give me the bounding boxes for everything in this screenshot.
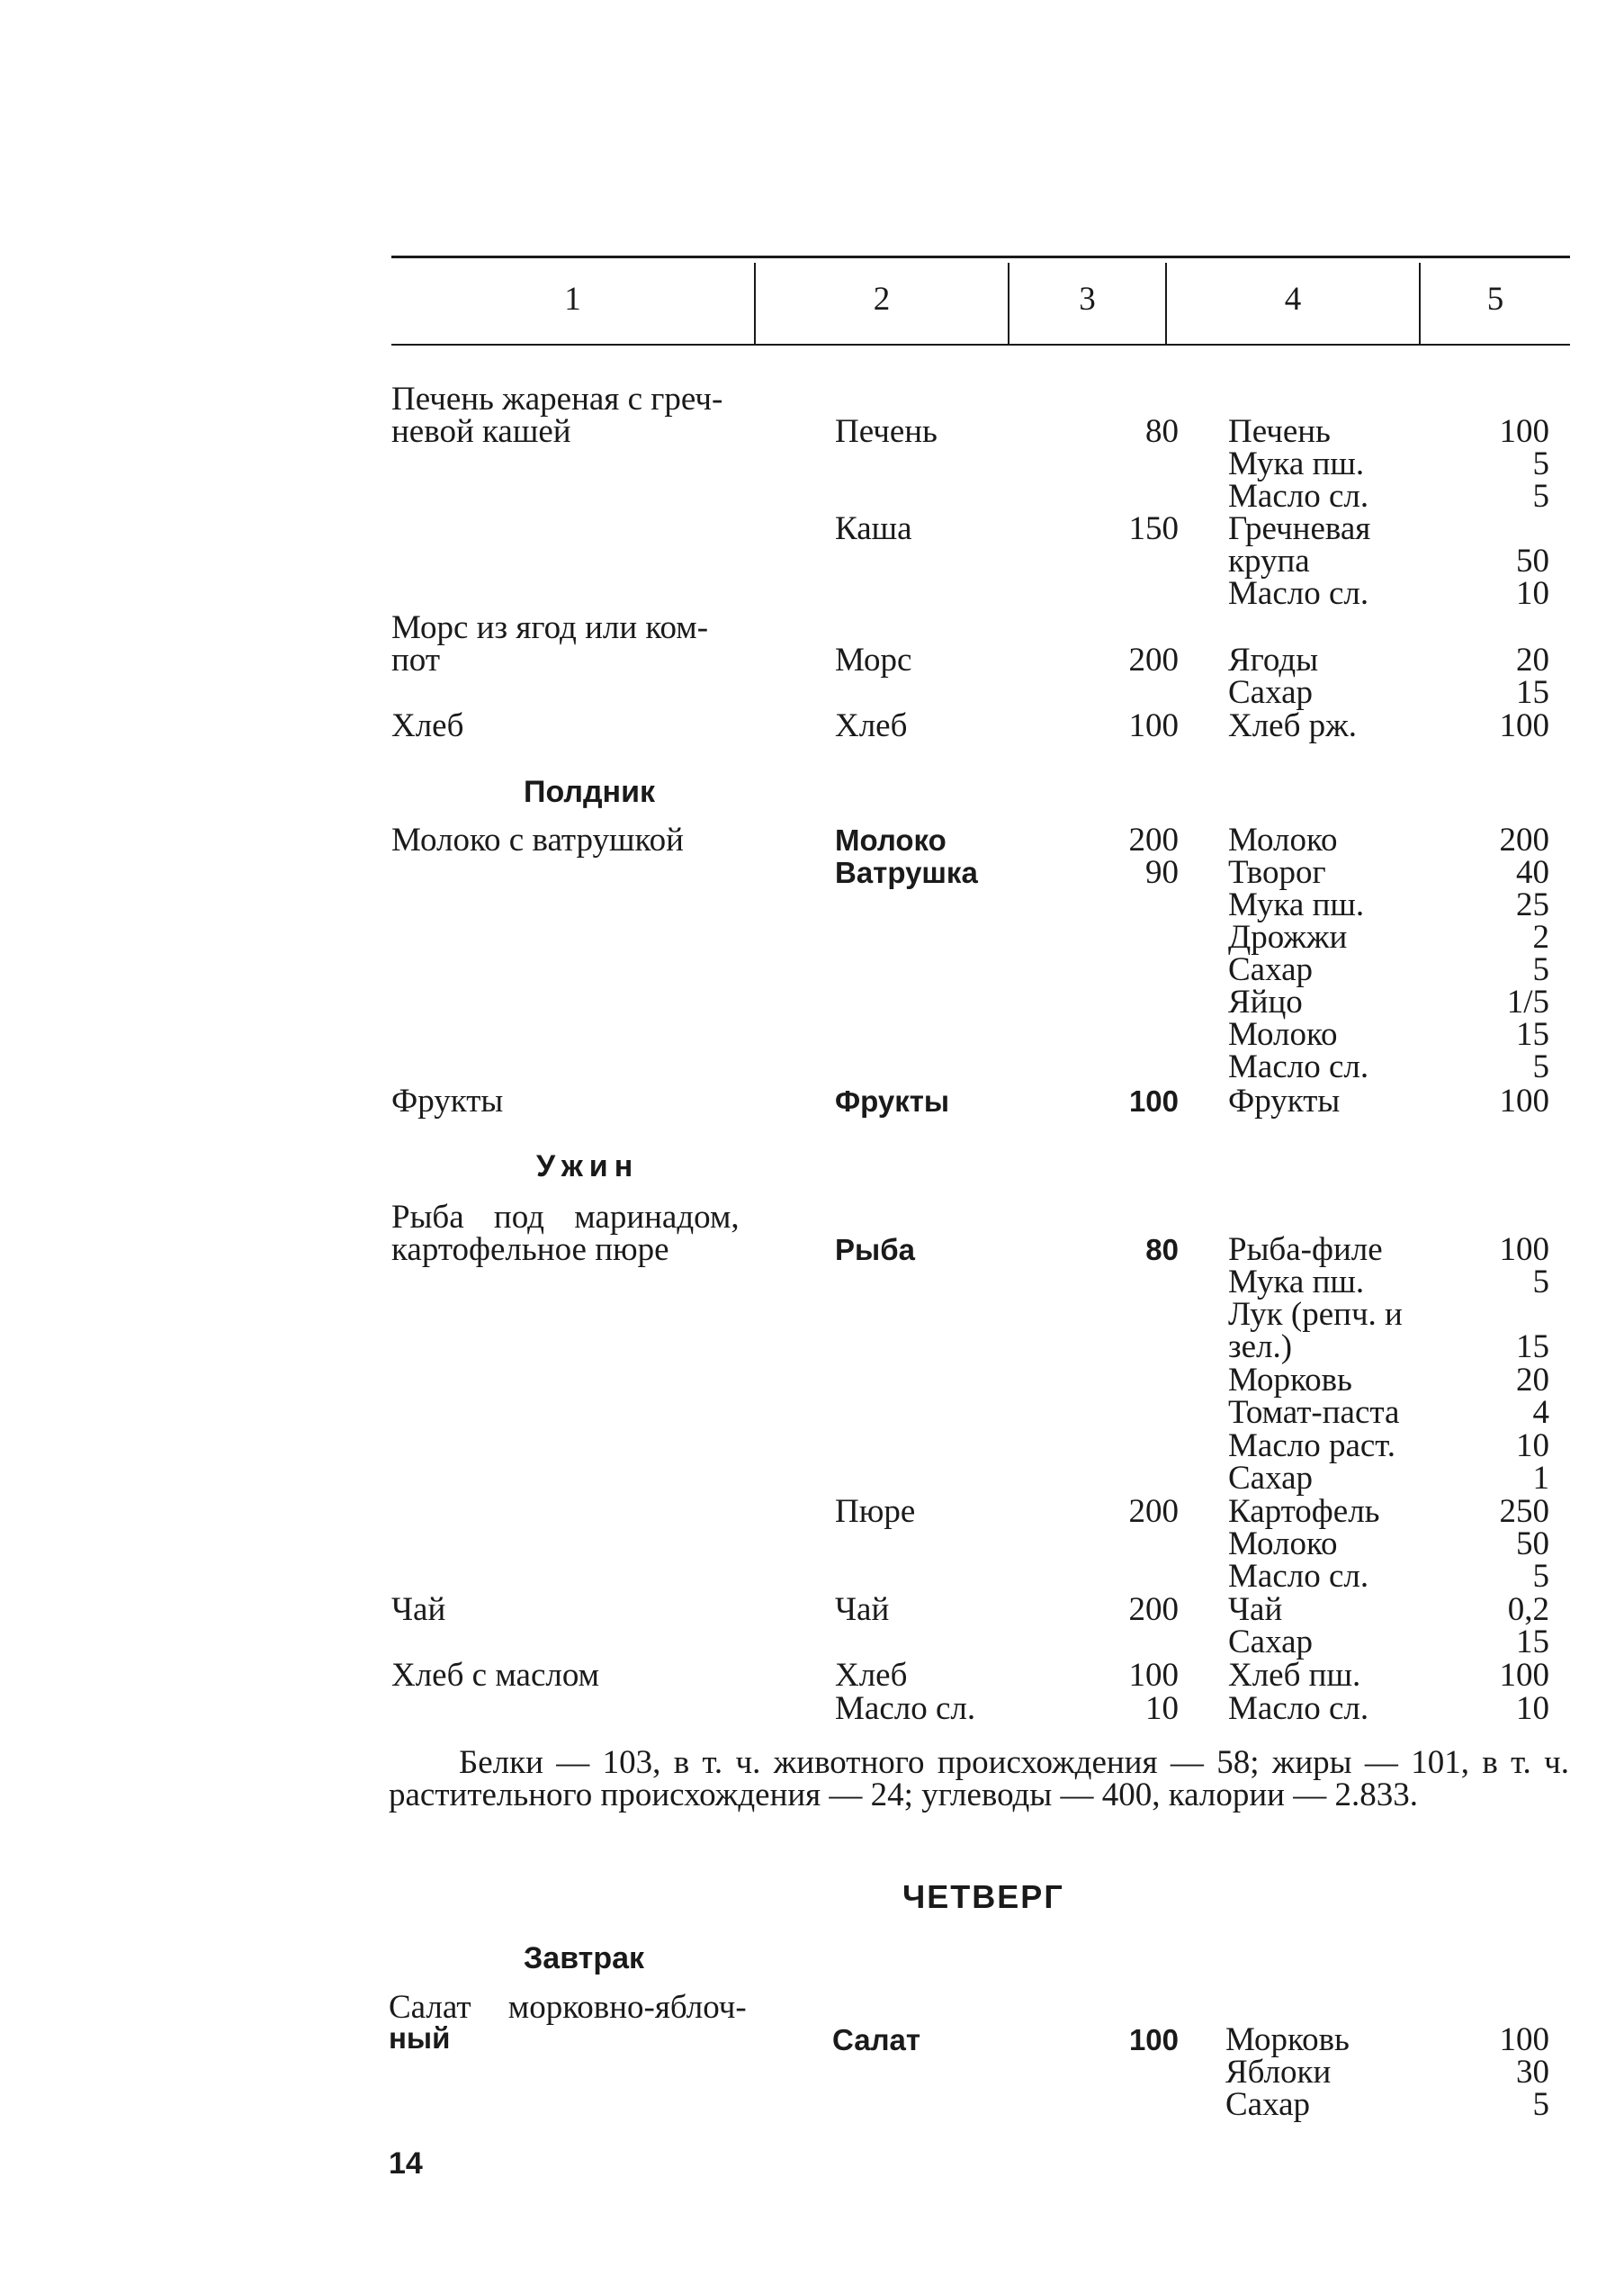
product: Масло сл. — [1228, 478, 1369, 515]
product: Картофель — [1228, 1493, 1380, 1530]
product: Масло сл. — [1228, 1048, 1369, 1085]
amount: 4 — [1532, 1394, 1549, 1431]
weight-kasha: 150 — [1128, 510, 1179, 547]
product: Масло раст. — [1228, 1427, 1395, 1464]
header-col-1: 1 — [564, 281, 581, 318]
amount: 10 — [1516, 1427, 1549, 1464]
product: Мука пш. — [1228, 445, 1365, 482]
page-number: 14 — [389, 2146, 423, 2181]
amount: 15 — [1516, 1016, 1549, 1053]
product: крупа — [1228, 543, 1310, 580]
header-col-2: 2 — [873, 281, 891, 318]
weight-fruits: 100 — [1128, 1084, 1179, 1118]
amount: 20 — [1516, 1362, 1549, 1399]
nutrition-summary: Белки — 103, в т. ч. животного происхождения — 58; жиры — 101, в т. ч. растительного происхождения — 24; углеводы — 400, калории — 2.833. — [389, 1744, 1569, 1813]
product: Яблоки — [1225, 2054, 1332, 2091]
dish-fruits: Фрукты — [391, 1083, 504, 1120]
product: Морковь — [1225, 2021, 1350, 2058]
amount: 0,2 — [1507, 1591, 1549, 1628]
product: Сахар — [1228, 674, 1314, 711]
portion-bread: Хлеб — [835, 707, 908, 744]
amount: 100 — [1499, 707, 1549, 744]
weight-bread2: 100 — [1128, 1657, 1179, 1694]
amount: 250 — [1499, 1493, 1549, 1530]
product: Сахар — [1228, 1460, 1314, 1497]
weight-fish: 80 — [1145, 1233, 1179, 1266]
weight-mors: 200 — [1128, 642, 1179, 679]
dish-salad-line2: ный — [389, 2021, 451, 2055]
amount: 15 — [1516, 1624, 1549, 1660]
amount: 5 — [1532, 2086, 1549, 2123]
product: Печень — [1228, 413, 1331, 450]
dish-tea: Чай — [391, 1591, 446, 1628]
portion-mors: Морс — [835, 642, 912, 679]
portion-bread2: Хлеб — [835, 1657, 908, 1694]
header-col-4: 4 — [1284, 281, 1302, 318]
product: Масло сл. — [1228, 1558, 1369, 1595]
table-header-bottom-rule — [391, 344, 1570, 346]
amount: 5 — [1532, 1048, 1549, 1085]
dish-salad-line1: Салат морковно-яблоч- — [389, 1989, 747, 2026]
amount: 2 — [1532, 919, 1549, 956]
product: зел.) — [1228, 1328, 1293, 1365]
dish-bread: Хлеб — [391, 707, 464, 744]
portion-fruits: Фрукты — [835, 1084, 950, 1118]
product: Масло сл. — [1228, 575, 1369, 612]
product: Ягоды — [1228, 642, 1319, 679]
dish-bread-butter: Хлеб с маслом — [391, 1657, 600, 1694]
weight-tea: 200 — [1128, 1591, 1179, 1628]
product: Гречневая — [1228, 510, 1371, 547]
dish-mors-line1: Морс из ягод или ком- — [391, 609, 709, 646]
product: Хлеб рж. — [1228, 707, 1357, 744]
portion-salad: Салат — [832, 2023, 921, 2056]
amount: 10 — [1516, 575, 1549, 612]
meal-heading-poldnik: Полдник — [524, 775, 655, 809]
dish-mors-line2: пот — [391, 642, 440, 679]
table-top-rule — [391, 256, 1570, 258]
product: Молоко — [1228, 1016, 1338, 1053]
portion-vatrushka: Ватрушка — [835, 856, 978, 889]
amount: 5 — [1532, 478, 1549, 515]
product: Морковь — [1228, 1362, 1352, 1399]
amount: 100 — [1499, 1083, 1549, 1120]
weight-bread: 100 — [1128, 707, 1179, 744]
product: Яйцо — [1228, 984, 1303, 1021]
dish-milk-vatrushka: Молоко с ватрушкой — [391, 822, 684, 859]
meal-heading-zavtrak: Завтрак — [524, 1941, 645, 1975]
amount: 100 — [1499, 1231, 1549, 1268]
day-title: ЧЕТВЕРГ — [902, 1878, 1064, 1915]
product: Мука пш. — [1228, 1264, 1365, 1300]
amount: 50 — [1516, 543, 1549, 580]
amount: 10 — [1516, 1690, 1549, 1727]
header-col-5: 5 — [1486, 281, 1504, 318]
amount: 15 — [1516, 674, 1549, 711]
portion-fish: Рыба — [835, 1233, 915, 1266]
weight-puree: 200 — [1128, 1493, 1179, 1530]
product: Лук (репч. и — [1228, 1296, 1403, 1333]
product: Фрукты — [1228, 1083, 1341, 1120]
portion-tea: Чай — [835, 1591, 890, 1628]
product: Молоко — [1228, 1525, 1338, 1562]
weight-vatrushka: 90 — [1145, 854, 1179, 891]
weight-butter: 10 — [1145, 1690, 1179, 1727]
product: Молоко — [1228, 822, 1338, 859]
amount: 50 — [1516, 1525, 1549, 1562]
dish-fish-line1: Рыба под маринадом, — [391, 1199, 740, 1236]
amount: 100 — [1499, 1657, 1549, 1694]
amount: 20 — [1516, 642, 1549, 679]
portion-milk: Молоко — [835, 823, 947, 857]
amount: 25 — [1516, 886, 1549, 923]
product: Сахар — [1228, 1624, 1314, 1660]
portion-liver: Печень — [835, 413, 938, 450]
portion-kasha: Каша — [835, 510, 912, 547]
product: Чай — [1228, 1591, 1283, 1628]
product: Сахар — [1225, 2086, 1311, 2123]
meal-heading-uzhin: Ужин — [536, 1149, 640, 1183]
product: Масло сл. — [1228, 1690, 1369, 1727]
amount: 30 — [1516, 2054, 1549, 2091]
amount: 5 — [1532, 1558, 1549, 1595]
amount: 100 — [1499, 413, 1549, 450]
amount: 15 — [1516, 1328, 1549, 1365]
amount: 100 — [1499, 2021, 1549, 2058]
product: Хлеб пш. — [1228, 1657, 1361, 1694]
header-col-3: 3 — [1079, 281, 1096, 318]
portion-puree: Пюре — [835, 1493, 916, 1530]
dish-liver-line1: Печень жареная с греч- — [391, 381, 723, 418]
weight-milk: 200 — [1128, 822, 1179, 859]
amount: 1 — [1532, 1460, 1549, 1497]
product: Рыба-филе — [1228, 1231, 1383, 1268]
amount: 5 — [1532, 951, 1549, 988]
amount: 1/5 — [1506, 984, 1549, 1021]
amount: 5 — [1532, 1264, 1549, 1300]
dish-liver-line2: невой кашей — [391, 413, 571, 450]
dish-fish-line2: картофельное пюре — [391, 1231, 669, 1268]
amount: 200 — [1499, 822, 1549, 859]
product: Сахар — [1228, 951, 1314, 988]
amount: 5 — [1532, 445, 1549, 482]
product: Дрожжи — [1228, 919, 1348, 956]
weight-salad: 100 — [1128, 2023, 1179, 2056]
amount: 40 — [1516, 854, 1549, 891]
product: Томат-паста — [1228, 1394, 1400, 1431]
portion-butter: Масло сл. — [835, 1690, 976, 1727]
product: Творог — [1228, 854, 1326, 891]
product: Мука пш. — [1228, 886, 1365, 923]
weight-liver: 80 — [1145, 413, 1179, 450]
